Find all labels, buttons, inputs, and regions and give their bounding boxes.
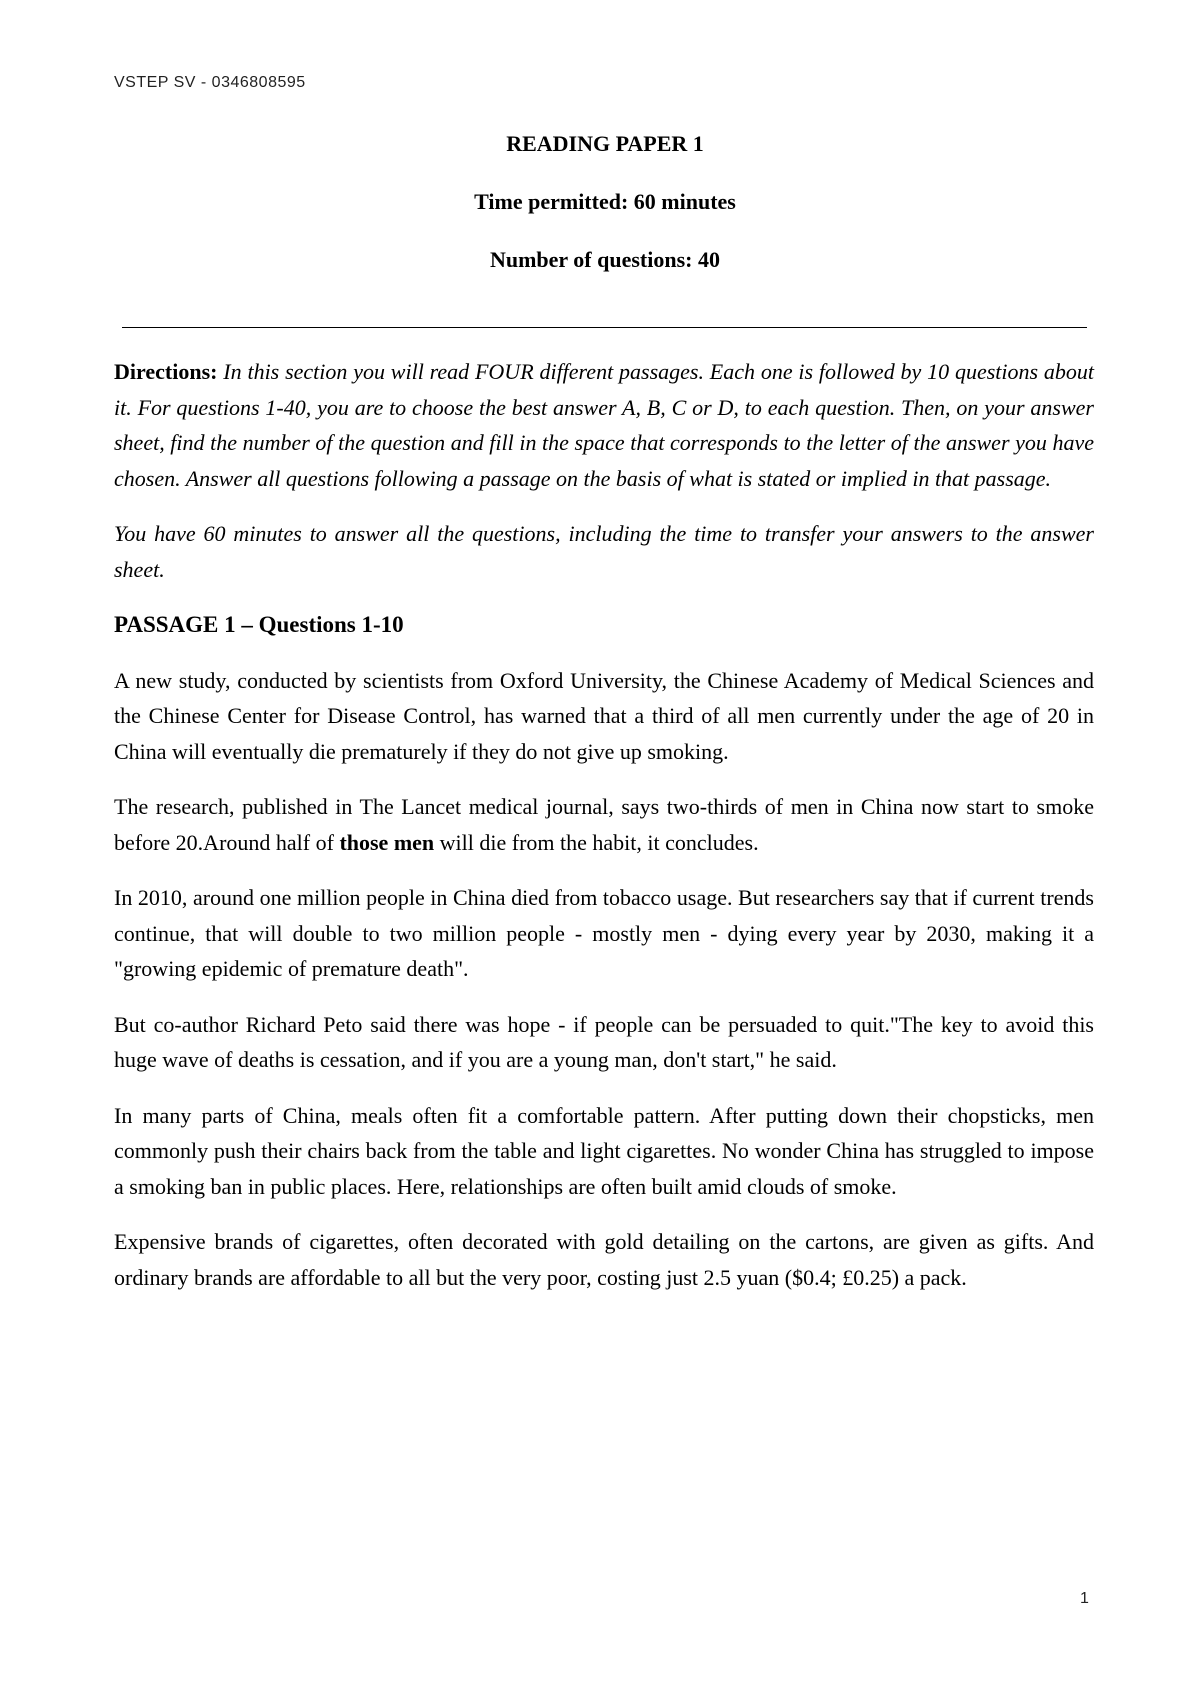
passage-paragraph-3: In 2010, around one million people in China died from tobacco usage. But researchers say that if current trends continue, that will double to two million people - mostly men - dying every year by 2030, making it a "growing epidemic of premature death". xyxy=(114,885,1094,981)
directions-text: In this section you will read FOUR different passages. Each one is followed by 10 questions about it. For questions 1-40, you are to choose the best answer A, B, C or D, to each question. Then, on your answer sheet, find the number of the question and fill in the space that corresponds to the letter of the answer you have chosen. Answer all questions following a passage on the basis of what is stated or implied in that passage. xyxy=(114,359,1094,491)
directions-label: Directions: xyxy=(114,359,218,384)
horizontal-divider xyxy=(122,327,1087,328)
directions-paragraph xyxy=(114,354,1094,496)
page-number: 1 xyxy=(1080,1590,1089,1607)
passage-paragraph-4: But co-author Richard Peto said there was hope - if people can be persuaded to quit."The key to avoid this huge wave of deaths is cessation, and if you are a young man, don't start," he said. xyxy=(114,1011,1094,1072)
paragraph-2-start: The research, published in The Lancet medical journal, says two-thirds of men in China now start to smoke before 20.Around half of xyxy=(114,794,1094,855)
paper-title: READING PAPER 1 xyxy=(506,131,704,156)
passage-paragraph-6: Expensive brands of cigarettes, often decorated with gold detailing on the cartons, are given as gifts. And ordinary brands are affordable to all but the very poor, costing just 2.5 yuan ($0.4; £0.25) a pack. xyxy=(114,1229,1094,1290)
time-note xyxy=(114,516,1094,587)
passage-paragraph-2 xyxy=(114,789,1094,860)
passage-heading: PASSAGE 1 – Questions 1-10 xyxy=(114,612,404,637)
page-header: VSTEP SV - 0346808595 xyxy=(114,74,306,91)
paragraph-2-end: will die from the habit, it concludes. xyxy=(434,829,759,855)
highlighted-phrase: those men xyxy=(339,829,435,855)
question-count: Number of questions: 40 xyxy=(489,247,720,272)
document-body xyxy=(114,354,1094,1315)
time-note-text: You have 60 minutes to answer all the questions, including the time to transfer your answers to the answer sheet. xyxy=(114,521,1094,582)
passage-paragraph-1: A new study, conducted by scientists from Oxford University, the Chinese Academy of Medical Sciences and the Chinese Center for Disease Control, has warned that a third of all men currently under the age of 20 in China will eventually die prematurely if they do not give up smoking. xyxy=(114,667,1094,764)
passage-paragraph-5: In many parts of China, meals often fit a comfortable pattern. After putting down their chopsticks, men commonly push their chairs back from the table and light cigarettes. No wonder China has struggled to impose a smoking ban in public places. Here, relationships are often built amid clouds of smoke. xyxy=(114,1102,1094,1199)
time-permitted: Time permitted: 60 minutes xyxy=(474,189,736,214)
